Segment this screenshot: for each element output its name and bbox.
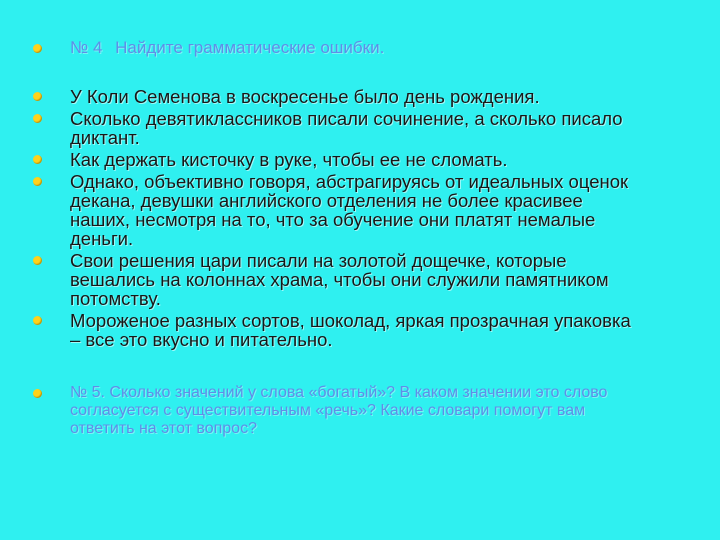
task-number: № 4 xyxy=(70,38,103,57)
bullet-icon xyxy=(33,389,42,398)
bullet-icon xyxy=(33,177,42,186)
task-title: Найдите грамматические ошибки. xyxy=(115,38,385,57)
list-item xyxy=(0,172,720,248)
sentence-text: Сколько девятиклассников писали сочинение, а сколько писало диктант. xyxy=(70,108,623,148)
list-item xyxy=(0,311,720,349)
bullet-icon xyxy=(33,92,42,101)
bullet-icon xyxy=(33,256,42,265)
bullet-icon xyxy=(33,44,42,53)
list-item xyxy=(0,251,720,308)
list-item xyxy=(0,109,720,147)
task-4-heading xyxy=(0,38,720,58)
list-item xyxy=(0,87,720,106)
task-5-question xyxy=(0,384,720,438)
sentence-text: Однако, объективно говоря, абстрагируясь от идеальных оценок декана, девушки английского отделения не более красивее наших, несмотря на то, что за обучение они платят немалые деньги. xyxy=(70,171,629,249)
bullet-icon xyxy=(33,155,42,164)
task-4-block xyxy=(0,38,720,58)
sentence-text: Мороженое разных сортов, шоколад, яркая прозрачная упаковка – все это вкусно и питательно. xyxy=(70,310,631,350)
bullet-icon xyxy=(33,114,42,123)
list-item xyxy=(0,150,720,169)
bullet-icon xyxy=(33,316,42,325)
sentence-list xyxy=(0,87,720,349)
sentence-text: У Коли Семенова в воскресенье было день рождения. xyxy=(70,86,540,107)
task-5-block xyxy=(0,384,720,438)
sentence-text: Свои решения цари писали на золотой дощечке, которые вешались на колоннах храма, чтобы они служили памятником потомству. xyxy=(70,250,609,309)
task-5-text: № 5. Сколько значений у слова «богатый»? В каком значении это слово согласуется с существительным «речь»? Какие словари помогут вам ответить на этот вопрос? xyxy=(70,384,608,437)
sentence-text: Как держать кисточку в руке, чтобы ее не сломать. xyxy=(70,149,508,170)
